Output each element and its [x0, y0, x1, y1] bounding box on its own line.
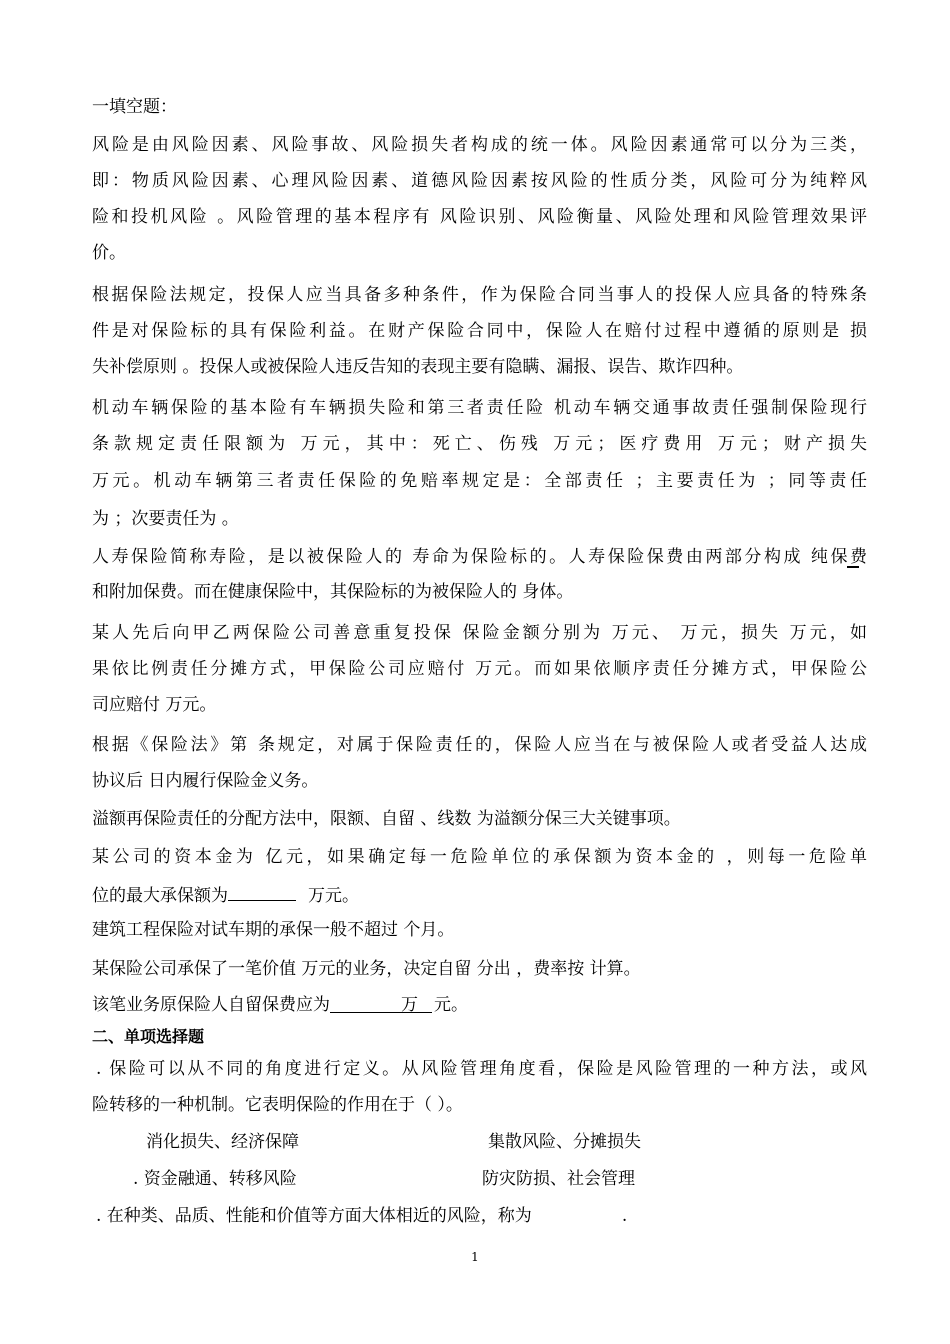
answer-blank-text: 万: [401, 995, 418, 1015]
text-fragment: 位的最大承保额为: [92, 886, 228, 906]
question-line: [96, 1205, 871, 1227]
text-line: 件是对保险标的具有保险利益。在财产保险合同中，保险人在赔付过程中遵循的原则是 损: [92, 321, 867, 341]
text-line: 果依比例责任分摊方式，甲保险公司应赔付 万元。而如果依顺序责任分摊方式，甲保险公: [92, 659, 867, 679]
text-fragment: 万元。: [308, 886, 359, 906]
text-line: 为 ；次要责任为 。: [92, 509, 239, 529]
option-b[interactable]: 集散风险、分摊损失: [488, 1132, 641, 1152]
text-line: 失补偿原则 。投保人或被保险人违反告知的表现主要有隐瞒、漏报、误告、欺诈四种。: [92, 357, 744, 377]
option-a[interactable]: 消化损失、经济保障: [146, 1132, 299, 1152]
question-line: . 保险可以从不同的角度进行定义。从风险管理角度看，保险是风险管理的一种方法，或风: [96, 1059, 867, 1079]
text-line: 和附加保费。而在健康保险中，其保险标的为被保险人的 身体。: [92, 582, 574, 602]
text-line: 根据《保险法》第 条规定，对属于保险责任的，保险人应当在与被保险人或者受益人达成: [92, 735, 867, 755]
text-line: 万元。机动车辆第三者责任保险的免赔率规定是：全部责任 ；主要责任为 ；同等责任: [92, 471, 867, 491]
option-c[interactable]: . 资金融通、转移风险: [133, 1169, 297, 1189]
text-line: 条款规定责任限额为 万元，其中：死亡、伤残 万元；医疗费用 万元；财产损失: [92, 434, 867, 454]
text-fragment: 该笔业务原保险人自留保费应为: [92, 995, 330, 1015]
text-line: 根据保险法规定，投保人应当具备多种条件，作为保险合同当事人的投保人应具备的特殊条: [92, 285, 867, 305]
text-line: 即：物质风险因素、心理风险因素、道德风险因素按风险的性质分类，风险可分为纯粹风: [92, 171, 867, 191]
text-line: 机动车辆保险的基本险有车辆损失险和第三者责任险 机动车辆交通事故责任强制保险现行: [92, 398, 867, 418]
section-heading-fill-blank: 一填空题：: [92, 97, 177, 117]
option-d[interactable]: 防灾防损、社会管理: [482, 1169, 635, 1189]
answer-underline: [847, 566, 859, 568]
question-line: 险转移的一种机制。它表明保险的作用在于（ ）。: [92, 1095, 463, 1115]
answer-blank[interactable]: [330, 994, 432, 1013]
text-line: 建筑工程保险对试车期的承保一般不超过 个月。: [92, 920, 455, 940]
text-line: 协议后 日内履行保险金义务。: [92, 771, 319, 791]
text-line: 险和投机风险 。风险管理的基本程序有 风险识别、风险衡量、风险处理和风险管理效果评: [92, 207, 867, 227]
answer-blank[interactable]: [228, 882, 296, 901]
text-line: 某保险公司承保了一笔价值 万元的业务，决定自留 分出 ，费率按 计算。: [92, 959, 641, 979]
section-heading-single-choice: 二、单项选择题: [92, 1027, 205, 1046]
text-line: 司应赔付 万元。: [92, 695, 217, 715]
text-fragment: . 在种类、品质、性能和价值等方面大体相近的风险，称为: [96, 1206, 532, 1226]
text-line: [92, 994, 867, 1016]
text-line: 风险是由风险因素、风险事故、风险损失者构成的统一体。风险因素通常可以分为三类，: [92, 135, 867, 155]
text-line: 某公司的资本金为 亿元，如果确定每一危险单位的承保额为资本金的 ，则每一危险单: [92, 847, 867, 867]
text-line: 价。: [92, 243, 126, 263]
text-fragment: .: [621, 1206, 628, 1226]
page-number: 1: [471, 1250, 479, 1264]
text-line: 溢额再保险责任的分配方法中，限额、自留 、线数 为溢额分保三大关键事项。: [92, 809, 681, 829]
text-line: 人寿保险简称寿险，是以被保险人的 寿命为保险标的。人寿保险保费由两部分构成 纯保费: [92, 547, 867, 567]
text-line: 某人先后向甲乙两保险公司善意重复投保 保险金额分别为 万元、 万元，损失 万元，如: [92, 623, 867, 643]
text-fragment: 元。: [434, 995, 468, 1015]
text-line: [92, 882, 867, 907]
